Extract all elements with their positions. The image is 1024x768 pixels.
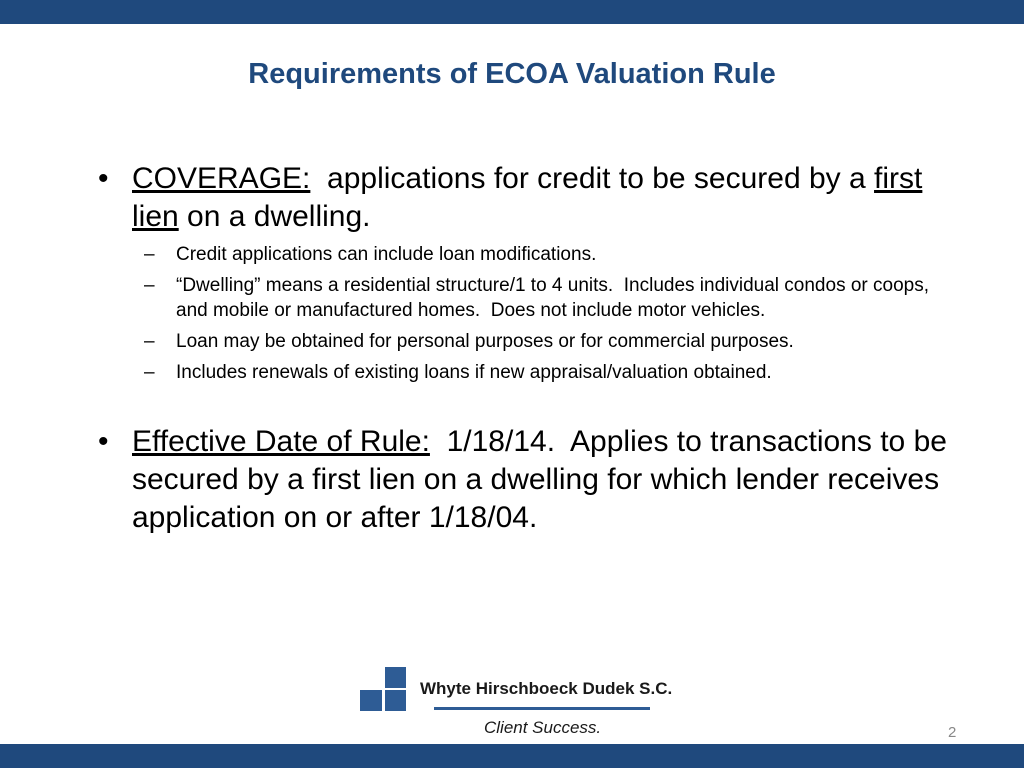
- sub-item-dwelling-definition: [98, 273, 948, 323]
- bullet-dot-icon: •: [98, 162, 109, 195]
- bullet-effective-date: [98, 423, 956, 537]
- bullet-dot-icon: •: [98, 425, 109, 458]
- sub-item-text: Includes renewals of existing loans if new appraisal/valuation obtained.: [176, 362, 772, 383]
- effective-date-text: 1/18/14. Applies to transactions to be secured by a first lien on a dwelling for which lender receives application on or after 1/18/04.: [132, 425, 956, 534]
- logo-square-icon: [385, 690, 406, 711]
- sub-item-text: “Dwelling” means a residential structure/1 to 4 units. Includes individual condos or coops, and mobile or manufactured homes. Does not include motor vehicles.: [176, 275, 935, 321]
- logo-square-icon: [385, 667, 406, 688]
- logo-tagline: Client Success.: [484, 718, 602, 737]
- dash-icon: –: [144, 275, 155, 296]
- top-bar: [0, 0, 1024, 24]
- sub-item-loan-modifications: [98, 242, 948, 267]
- dash-icon: –: [144, 331, 155, 352]
- coverage-sub-list: [98, 242, 948, 385]
- sub-item-renewals: [98, 360, 948, 385]
- coverage-first-lien: first lien: [132, 162, 923, 233]
- sub-item-text: Credit applications can include loan modifications.: [176, 244, 597, 265]
- slide-content: [98, 160, 956, 537]
- firm-logo: [360, 667, 673, 742]
- bottom-bar: [0, 744, 1024, 768]
- slide-title: Requirements of ECOA Valuation Rule: [248, 58, 776, 90]
- logo-square-icon: [360, 690, 382, 711]
- logo-divider: [434, 707, 650, 710]
- dash-icon: –: [144, 244, 155, 265]
- sub-item-text: Loan may be obtained for personal purposes or for commercial purposes.: [176, 331, 794, 352]
- bullet-coverage: [98, 160, 948, 236]
- coverage-heading: COVERAGE:: [132, 162, 311, 195]
- page-number: 2: [948, 724, 957, 741]
- logo-firm-name: Whyte Hirschboeck Dudek S.C.: [420, 679, 673, 698]
- dash-icon: –: [144, 362, 155, 383]
- coverage-text-2: on a dwelling.: [178, 200, 371, 233]
- sub-item-loan-purpose: [98, 329, 948, 354]
- coverage-text-1: applications for credit to be secured by a: [310, 162, 875, 195]
- effective-date-heading: Effective Date of Rule:: [132, 425, 430, 458]
